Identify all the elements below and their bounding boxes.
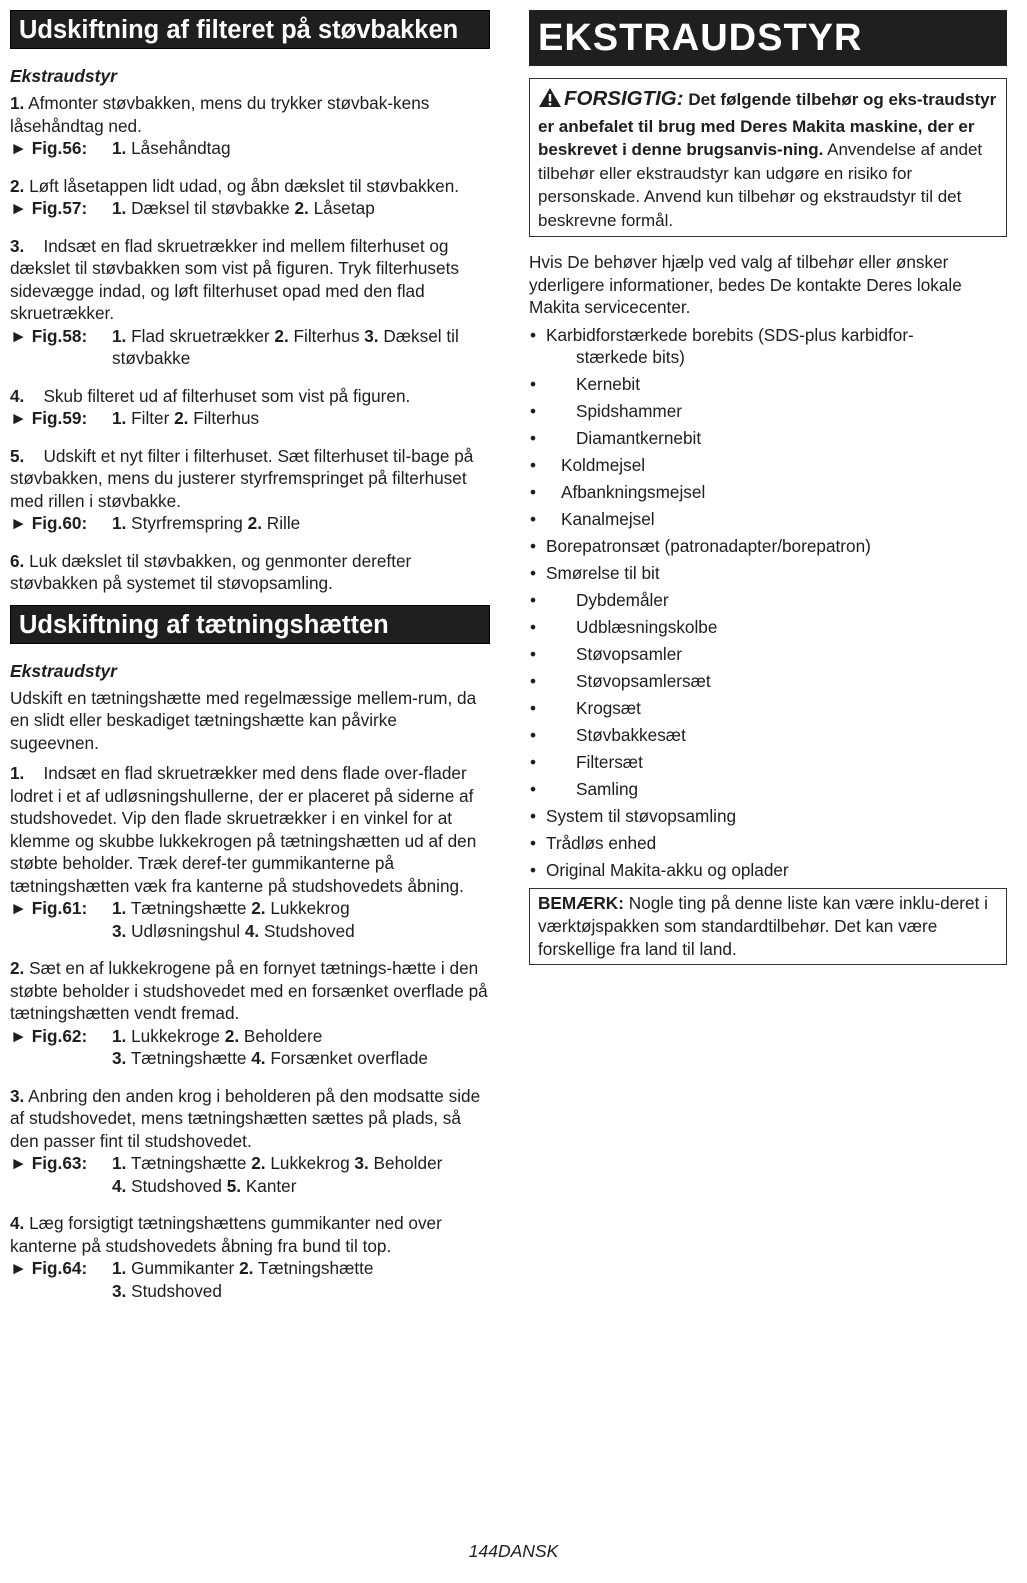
step-text: 5. Udskift et nyt filter i filterhuset. Sæt filterhuset til-bage på støvbakken, mens du justerer styrfremspringet på filterhuset med rillen i støvbakke. <box>10 445 474 511</box>
step-text: 3. Indsæt en flad skruetrækker ind mellem filterhuset og dækslet til støvbakken som vist på figuren. Tryk filterhusets sidevægge indad, og løft filterhuset opad med den flad skruetrækker. <box>10 235 459 323</box>
list-item: • Trådløs enhed <box>530 833 657 853</box>
figure-reference: ► Fig.57: 1. Dæksel til støvbakke 2. Låsetap <box>10 198 375 218</box>
step-text: 2. Løft låsetappen lidt udad, og åbn dækslet til støvbakken. <box>10 175 460 196</box>
accessories-intro: Hvis De behøver hjælp ved valg af tilbehør eller ønsker yderligere informationer, bedes De kontakte Deres lokale Makita servicecenter. <box>529 252 962 317</box>
figure-reference: ► Fig.58: 1. Flad skruetrækker 2. Filterhus 3. Dæksel til støvbakke <box>10 325 459 368</box>
list-item: • Karbidforstærkede borebits (SDS-plus karbidfor- stærkede bits) <box>530 324 914 367</box>
subheading-optional: Ekstraudstyr <box>10 660 117 681</box>
list-item: • Afbankningsmejsel <box>530 482 706 502</box>
list-item: • Samling <box>530 779 639 799</box>
figure-reference: ► Fig.63: 1. Tætningshætte 2. Lukkekrog 3. Beholder 4. Studshoved 5. Kanter <box>10 1153 443 1196</box>
left-column <box>10 10 490 1302</box>
list-item: • Dybdemåler <box>530 590 669 610</box>
figure-reference: ► Fig.62: 1. Lukkekroge 2. Beholdere 3. Tætningshætte 4. Forsænket overflade <box>10 1025 428 1068</box>
list-item: • Spidshammer <box>530 401 683 421</box>
step-text: 4. Skub filteret ud af filterhuset som vist på figuren. <box>10 385 411 406</box>
step-text: 1. Indsæt en flad skruetrækker med dens flade over-flader lodret i et af udløsningshullerne, der er placeret på siderne af studshovedet. Vip den flade skruetrækker i en vinkel for at klemme og skubbe lukkekrogen på tætningshætten ud af den støbte beholder. Træk deref-ter gummikanterne på tætningshætten væk fra kanterne på studshovedets åbning. <box>10 763 477 896</box>
step-text: 2. Sæt en af lukkekrogene på en fornyet tætnings-hætte i den støbte beholder i studshovedet med en forsænket overflade på tætningshætten vendt fremad. <box>10 958 488 1023</box>
note-box: BEMÆRK: Nogle ting på denne liste kan være inklu-deret i værktøjspakken som standardtilbehør. Det kan være forskellige fra land til land. <box>529 888 1007 965</box>
list-item: • System til støvopsamling <box>530 806 737 826</box>
list-item: • Borepatronsæt (patronadapter/borepatron) <box>530 536 871 556</box>
step-text: 3. Anbring den anden krog i beholderen på den modsatte side af studshovedet, mens tætningshætten sættes på plads, så den passer fint til studshovedet. <box>10 1085 481 1151</box>
list-item: • Filtersæt <box>530 752 643 772</box>
list-item: • Krogsæt <box>530 698 641 718</box>
list-item: • Støvopsamlersæt <box>530 671 711 691</box>
list-item: • Udblæsningskolbe <box>530 617 718 637</box>
accessory-list <box>529 324 1007 882</box>
figure-reference: ► Fig.59: 1. Filter 2. Filterhus <box>10 408 260 428</box>
accessories-heading: EKSTRAUDSTYR <box>529 10 1007 66</box>
figure-reference: ► Fig.56: 1. Låsehåndtag <box>10 138 231 158</box>
step-text: 6. Luk dækslet til støvbakken, og genmonter derefter støvbakken på systemet til støvopsamling. <box>10 550 412 593</box>
section-heading-filter: Udskiftning af filteret på støvbakken <box>10 10 490 49</box>
step-text: 1. Afmonter støvbakken, mens du trykker støvbak-kens låsehåndtag ned. <box>10 93 430 136</box>
list-item: • Støvopsamler <box>530 644 683 664</box>
list-item: • Original Makita-akku og oplader <box>530 860 789 880</box>
section-intro: Udskift en tætningshætte med regelmæssige mellem-rum, da en slidt eller beskadiget tætningshætte kan påvirke sugeevnen. <box>10 687 477 753</box>
list-item: • Diamantkernebit <box>530 428 702 448</box>
figure-reference: ► Fig.64: 1. Gummikanter 2. Tætningshætte 3. Studshoved <box>10 1258 374 1301</box>
list-item: • Støvbakkesæt <box>530 725 686 745</box>
right-column <box>529 10 1007 965</box>
list-item: • Kanalmejsel <box>530 509 655 529</box>
page-footer: 144DANSK <box>468 1541 559 1561</box>
section-heading-seal: Udskiftning af tætningshætten <box>10 605 490 644</box>
list-item: • Kernebit <box>530 374 641 394</box>
figure-reference: ► Fig.60: 1. Styrfremspring 2. Rille <box>10 513 301 533</box>
figure-reference: ► Fig.61: 1. Tætningshætte 2. Lukkekrog 3. Udløsningshul 4. Studshoved <box>10 898 355 941</box>
step-text: 4. Læg forsigtigt tætningshættens gummikanter ned over kanterne på studshovedets åbning fra bund til top. <box>10 1213 442 1256</box>
caution-box: FORSIGTIG: Det følgende tilbehør og eks-traudstyr er anbefalet til brug med Deres Makita maskine, der er beskrevet i denne brugsanvis-ning. Anvendelse af andet tilbehør eller ekstraudstyr kan udgøre en risiko for personskade. Anvend kun tilbehør og ekstraudstyr til det beskrevne formål. <box>529 78 1007 237</box>
subheading-optional: Ekstraudstyr <box>10 66 117 86</box>
list-item: • Koldmejsel <box>530 455 646 475</box>
list-item: • Smørelse til bit <box>530 563 660 583</box>
warning-triangle-icon <box>538 87 562 115</box>
